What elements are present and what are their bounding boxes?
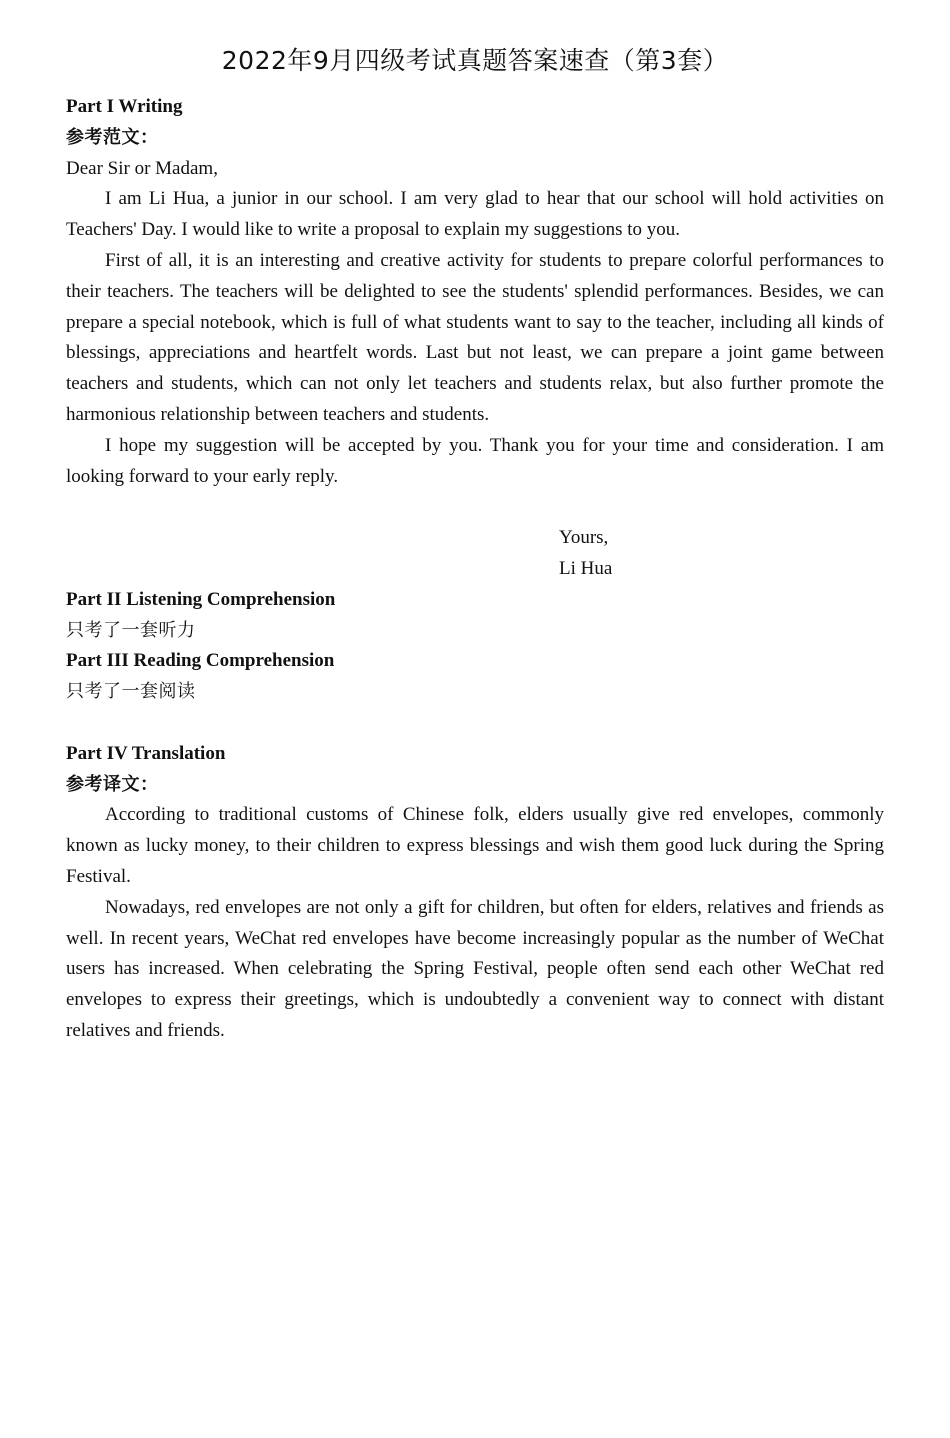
spacer: [66, 708, 884, 739]
writing-paragraph-3: I hope my suggestion will be accepted by you. Thank you for your time and consideration. I am looking forward to your early reply.: [66, 434, 884, 487]
section-writing: [66, 92, 884, 585]
letter-closing: Yours,: [559, 527, 609, 549]
writing-label: 参考范文：: [66, 126, 159, 148]
translation-label: 参考译文：: [66, 773, 159, 795]
section-listening: [66, 585, 884, 647]
writing-paragraph-1: I am Li Hua, a junior in our school. I am very glad to hear that our school will hold activities on Teachers' Day. I would like to write a proposal to explain my suggestions to you.: [66, 188, 884, 241]
letter-signature: Li Hua: [559, 557, 613, 579]
translation-paragraph-2: Nowadays, red envelopes are not only a gift for children, but often for elders, relatives and friends as well. In recent years, WeChat red envelopes have become increasingly popular as the number of WeChat users has increased. When celebrating the Spring Festival, people often send each other WeChat red envelopes to express their greetings, which is undoubtedly a convenient way to connect with distant relatives and friends.: [66, 896, 884, 1041]
translation-paragraph-1: According to traditional customs of Chinese folk, elders usually give red envelopes, commonly known as lucky money, to their children to express blessings and wish them good luck during the Spring Festival.: [66, 804, 884, 887]
reading-note: 只考了一套阅读: [66, 681, 196, 703]
section-heading-translation: Part IV Translation: [66, 742, 226, 764]
page-title: 2022年9月四级考试真题答案速查（第3套）: [221, 46, 729, 75]
listening-note: 只考了一套听力: [66, 619, 196, 641]
spacer: [66, 492, 884, 523]
section-reading: [66, 646, 884, 708]
section-heading-listening: Part II Listening Comprehension: [66, 588, 336, 610]
document-body: [66, 92, 884, 1047]
section-heading-reading: Part III Reading Comprehension: [66, 650, 335, 672]
writing-paragraph-2: First of all, it is an interesting and creative activity for students to prepare colorful performances to their teachers. The teachers will be delighted to see the students' splendid performances. Besides, we can prepare a special notebook, which is full of what students want to say to the teacher, including all kinds of blessings, appreciations and heartfelt words. Last but not least, we can prepare a joint game between teachers and students, which can not only let teachers and students relax, but also further promote the harmonious relationship between teachers and students.: [66, 249, 884, 425]
section-translation: [66, 739, 884, 1047]
section-heading-writing: Part I Writing: [66, 96, 183, 117]
letter-salutation: Dear Sir or Madam,: [66, 157, 218, 179]
